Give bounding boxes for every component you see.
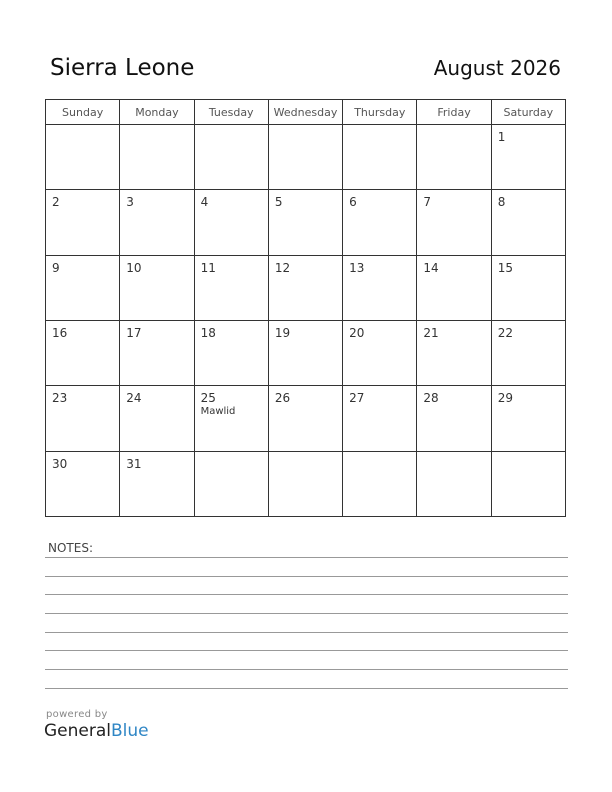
day-cell xyxy=(491,190,565,255)
note-line xyxy=(45,613,568,614)
day-number: 21 xyxy=(423,325,439,340)
day-cell xyxy=(120,190,194,255)
powered-by-text: powered by xyxy=(46,709,108,720)
day-number: 9 xyxy=(52,260,60,275)
day-number: 17 xyxy=(126,325,142,340)
day-cell xyxy=(194,190,268,255)
country-title: Sierra Leone xyxy=(50,55,195,81)
day-cell xyxy=(343,125,417,190)
note-line xyxy=(45,594,568,595)
note-line xyxy=(45,557,568,558)
weekday-sunday: Sunday xyxy=(46,100,120,125)
day-number: 26 xyxy=(274,391,291,406)
brand-blue: Blue xyxy=(111,721,149,741)
day-cell xyxy=(194,451,268,516)
day-cell xyxy=(491,320,565,385)
month-year-title: August 2026 xyxy=(433,56,561,80)
day-cell xyxy=(194,320,268,385)
day-cell xyxy=(46,190,120,255)
week-row xyxy=(46,320,566,385)
week-row xyxy=(46,190,566,255)
day-cell xyxy=(343,190,417,255)
day-cell xyxy=(194,125,268,190)
day-number: 10 xyxy=(126,260,142,275)
day-number: 6 xyxy=(349,195,357,210)
day-number: 12 xyxy=(274,260,291,275)
day-number: 19 xyxy=(274,325,291,340)
day-number: 29 xyxy=(497,391,513,406)
day-number: 31 xyxy=(126,456,142,471)
day-number: 28 xyxy=(423,391,439,406)
week-row xyxy=(46,451,566,516)
day-cell xyxy=(417,451,491,516)
day-cell xyxy=(417,386,491,451)
day-number: 11 xyxy=(200,260,216,275)
day-cell xyxy=(120,255,194,320)
day-number: 4 xyxy=(200,195,209,210)
day-cell xyxy=(120,386,194,451)
calendar-grid xyxy=(45,99,566,517)
week-row xyxy=(46,255,566,320)
day-cell xyxy=(343,451,417,516)
note-line xyxy=(45,632,568,633)
day-cell xyxy=(120,125,194,190)
day-cell xyxy=(343,320,417,385)
note-line xyxy=(45,576,568,577)
day-number: 30 xyxy=(52,456,68,471)
day-number: 1 xyxy=(497,130,506,144)
day-cell xyxy=(343,255,417,320)
day-cell xyxy=(268,190,342,255)
day-cell xyxy=(417,125,491,190)
day-cell xyxy=(268,320,342,385)
day-number: 8 xyxy=(497,195,506,210)
day-cell xyxy=(120,451,194,516)
day-cell xyxy=(46,386,120,451)
day-number: 22 xyxy=(497,325,513,340)
day-number: 3 xyxy=(126,195,134,210)
day-number: 7 xyxy=(423,195,432,210)
day-number: 16 xyxy=(52,325,68,340)
day-cell xyxy=(268,125,342,190)
day-cell xyxy=(417,255,491,320)
note-line xyxy=(45,669,568,670)
day-number: 20 xyxy=(349,325,365,340)
day-number: 5 xyxy=(274,195,283,210)
day-cell xyxy=(417,320,491,385)
day-number: 18 xyxy=(200,325,216,340)
day-number: 25 xyxy=(200,391,216,406)
day-cell xyxy=(46,320,120,385)
day-cell xyxy=(194,255,268,320)
weekday-saturday: Saturday xyxy=(491,100,565,125)
note-line xyxy=(45,688,568,689)
holiday-label: Mawlid xyxy=(200,406,236,418)
note-line xyxy=(45,650,568,651)
brand-general: General xyxy=(44,721,111,741)
day-cell xyxy=(343,386,417,451)
day-cell xyxy=(268,386,342,451)
weekday-thursday: Thursday xyxy=(343,100,417,125)
weekday-tuesday: Tuesday xyxy=(194,100,268,125)
day-cell xyxy=(120,320,194,385)
weekday-wednesday: Wednesday xyxy=(268,100,342,125)
day-cell xyxy=(268,451,342,516)
day-cell xyxy=(491,255,565,320)
day-cell xyxy=(491,451,565,516)
notes-label: NOTES: xyxy=(48,541,93,555)
day-number: 13 xyxy=(349,260,365,275)
day-number: 15 xyxy=(497,260,513,275)
week-row xyxy=(46,386,566,451)
day-cell xyxy=(46,255,120,320)
day-number: 23 xyxy=(52,391,68,406)
weekday-header-row xyxy=(46,100,566,125)
day-cell xyxy=(46,125,120,190)
brand-logo[interactable] xyxy=(44,721,149,741)
day-cell xyxy=(194,386,268,451)
day-cell xyxy=(46,451,120,516)
day-cell xyxy=(268,255,342,320)
week-row xyxy=(46,125,566,190)
day-number: 27 xyxy=(349,391,365,406)
day-cell xyxy=(491,125,565,190)
day-number: 14 xyxy=(423,260,439,275)
day-number: 24 xyxy=(126,391,142,406)
day-cell xyxy=(491,386,565,451)
day-cell xyxy=(417,190,491,255)
day-number: 2 xyxy=(52,195,60,210)
weekday-friday: Friday xyxy=(417,100,491,125)
weekday-monday: Monday xyxy=(120,100,194,125)
calendar-body xyxy=(46,125,566,517)
